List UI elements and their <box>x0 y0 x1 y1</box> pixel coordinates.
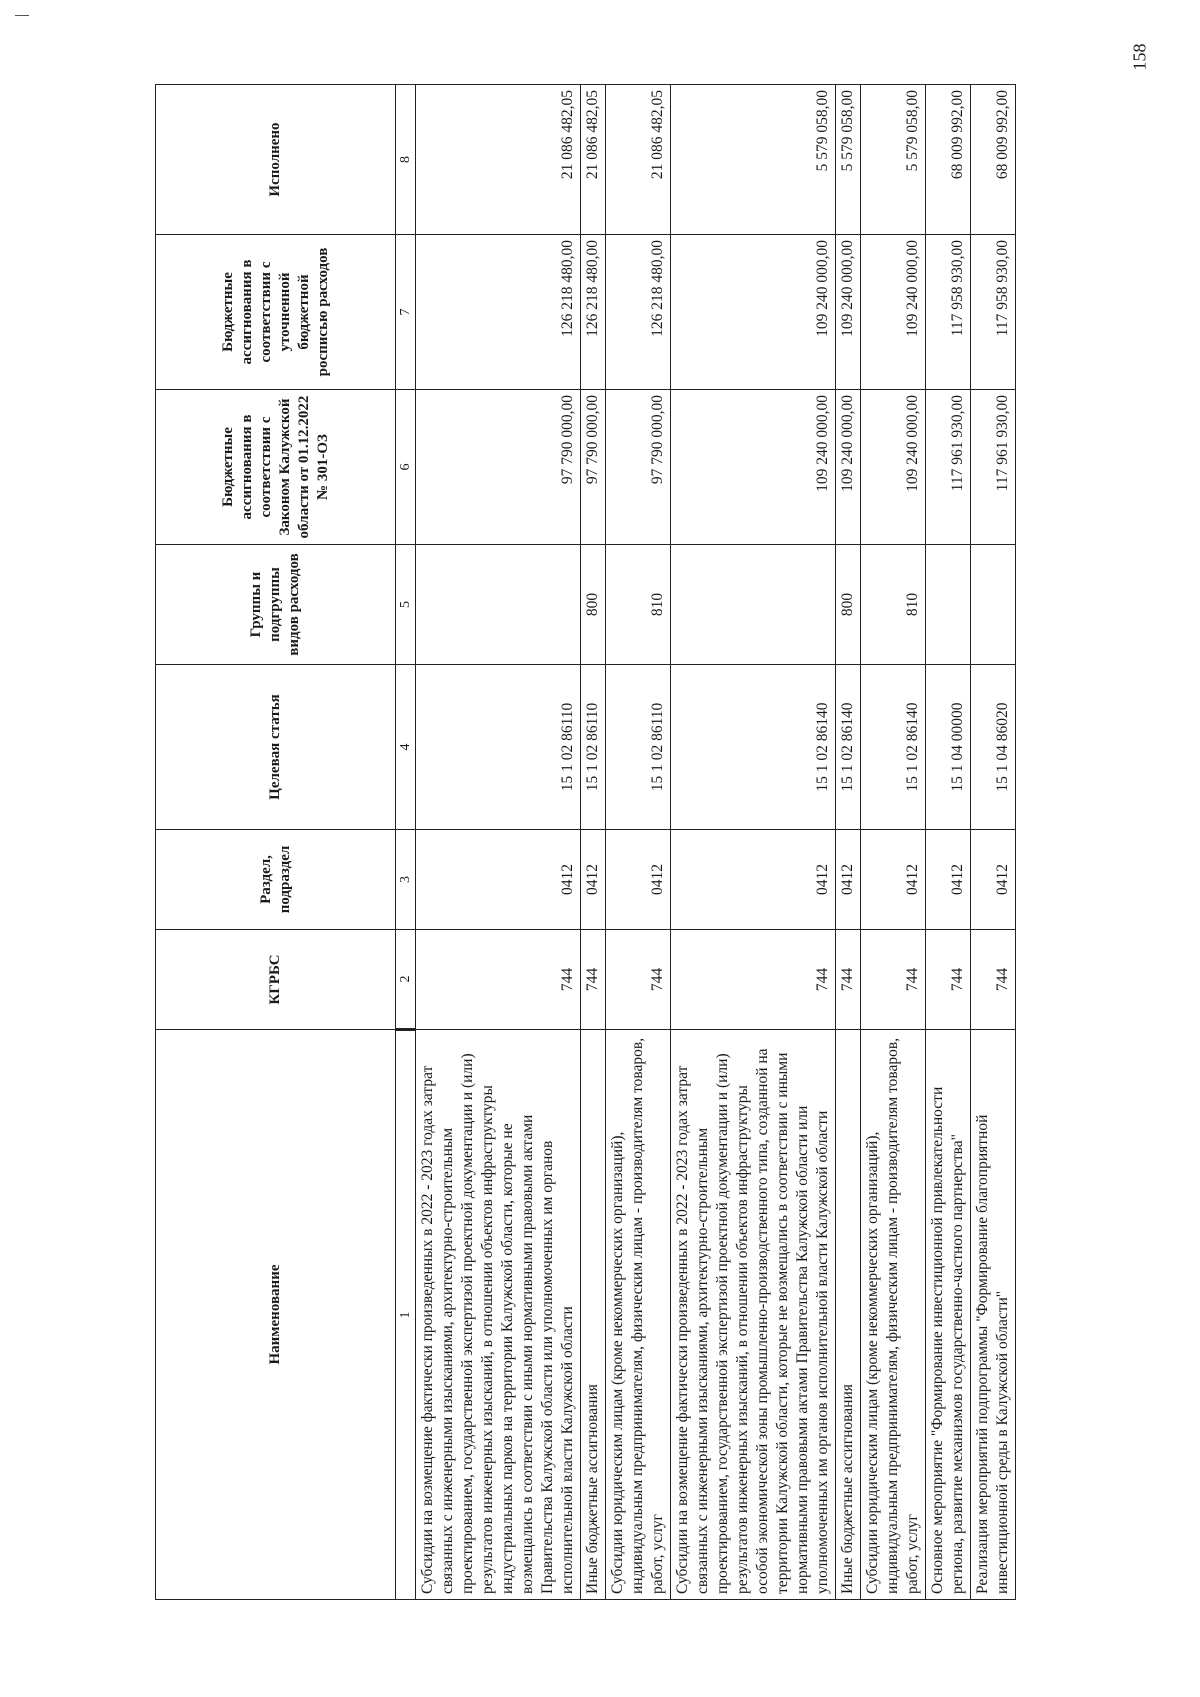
col-number: 2 <box>396 930 416 1030</box>
row-executed: 68 009 992,00 <box>971 85 1016 235</box>
row-law: 109 240 000,00 <box>861 390 926 545</box>
row-section: 0412 <box>836 830 861 930</box>
col-number: 6 <box>396 390 416 545</box>
row-executed: 68 009 992,00 <box>926 85 971 235</box>
row-name: Субсидии на возмещение фактически произведенных в 2022 - 2023 годах затрат связанных с инженерными изысканиями, архитектурно-строительным проектированием, государственной экспертизой проектной документации и (или) результатов инженерных изысканий, в отношении объектов инфраструктуры особой экономической зоны промышленно-производственного типа, созданной на территории Калужской области, которые не возмещались в соответствии с иными нормативными правовыми актами Правительства Калужской области или уполномоченных им органов исполнительной власти Калужской области <box>671 1030 836 1600</box>
col-number: 3 <box>396 830 416 930</box>
row-kgrbs: 744 <box>581 930 606 1030</box>
row-kgrbs: 744 <box>606 930 671 1030</box>
header-executed: Исполнено <box>156 85 396 235</box>
row-target: 15 1 02 86140 <box>671 665 836 830</box>
row-refined: 109 240 000,00 <box>836 235 861 390</box>
page-number-text: 158 <box>1129 43 1150 71</box>
row-name: Основное мероприятие "Формирование инвестиционной привлекательности региона, развитие механизмов государственно-частного партнерства" <box>926 1030 971 1600</box>
column-number-row <box>396 85 416 1600</box>
row-executed: 5 579 058,00 <box>671 85 836 235</box>
row-name: Субсидии юридическим лицам (кроме некоммерческих организаций), индивидуальным предпринимателям, физическим лицам - производителям товаров, работ, услуг <box>606 1030 671 1600</box>
table-row <box>926 85 971 1600</box>
row-kgrbs: 744 <box>971 930 1016 1030</box>
table-row <box>416 85 581 1600</box>
row-name: Иные бюджетные ассигнования <box>836 1030 861 1600</box>
row-section: 0412 <box>416 830 581 930</box>
row-refined: 126 218 480,00 <box>416 235 581 390</box>
row-section: 0412 <box>926 830 971 930</box>
row-group <box>926 545 971 665</box>
header-name: Наименование <box>156 1030 396 1600</box>
row-section: 0412 <box>671 830 836 930</box>
col-number: 5 <box>396 545 416 665</box>
row-law: 117 961 930,00 <box>971 390 1016 545</box>
col-number: 1 <box>396 1030 416 1600</box>
row-group <box>671 545 836 665</box>
header-target: Целевая статья <box>156 665 396 830</box>
page-number <box>1120 40 1160 100</box>
budget-table-page <box>155 85 1115 1600</box>
budget-table <box>155 84 1016 1600</box>
header-refined: Бюджетные ассигнования в соответствии с уточненной бюджетной росписью расходов <box>156 235 396 390</box>
row-kgrbs: 744 <box>926 930 971 1030</box>
row-group: 810 <box>606 545 671 665</box>
row-executed: 5 579 058,00 <box>836 85 861 235</box>
row-law: 109 240 000,00 <box>671 390 836 545</box>
table-row <box>971 85 1016 1600</box>
row-law: 97 790 000,00 <box>581 390 606 545</box>
row-group: 800 <box>581 545 606 665</box>
row-kgrbs: 744 <box>836 930 861 1030</box>
table-row <box>671 85 836 1600</box>
row-group: 810 <box>861 545 926 665</box>
table-row <box>581 85 606 1600</box>
row-executed: 21 086 482,05 <box>606 85 671 235</box>
row-kgrbs: 744 <box>416 930 581 1030</box>
row-executed: 21 086 482,05 <box>416 85 581 235</box>
row-group: 800 <box>836 545 861 665</box>
row-refined: 109 240 000,00 <box>861 235 926 390</box>
row-section: 0412 <box>606 830 671 930</box>
row-group <box>416 545 581 665</box>
row-target: 15 1 02 86110 <box>416 665 581 830</box>
row-refined: 109 240 000,00 <box>671 235 836 390</box>
row-law: 109 240 000,00 <box>836 390 861 545</box>
header-section: Раздел, подраздел <box>156 830 396 930</box>
row-target: 15 1 02 86140 <box>861 665 926 830</box>
col-number: 8 <box>396 85 416 235</box>
table-row <box>836 85 861 1600</box>
header-law: Бюджетные ассигнования в соответствии с Законом Калужской области от 01.12.2022 № 301-ОЗ <box>156 390 396 545</box>
row-section: 0412 <box>861 830 926 930</box>
row-target: 15 1 02 86110 <box>606 665 671 830</box>
col-number: 7 <box>396 235 416 390</box>
row-law: 97 790 000,00 <box>606 390 671 545</box>
row-target: 15 1 02 86110 <box>581 665 606 830</box>
row-target: 15 1 02 86140 <box>836 665 861 830</box>
row-name: Субсидии юридическим лицам (кроме некоммерческих организаций), индивидуальным предпринимателям, физическим лицам - производителям товаров, работ, услуг <box>861 1030 926 1600</box>
header-kgrbs: КГРБС <box>156 930 396 1030</box>
row-kgrbs: 744 <box>671 930 836 1030</box>
table-row <box>861 85 926 1600</box>
row-refined: 126 218 480,00 <box>581 235 606 390</box>
row-group <box>971 545 1016 665</box>
row-refined: 117 958 930,00 <box>926 235 971 390</box>
row-executed: 21 086 482,05 <box>581 85 606 235</box>
table-row <box>606 85 671 1600</box>
row-section: 0412 <box>971 830 1016 930</box>
row-refined: 126 218 480,00 <box>606 235 671 390</box>
row-executed: 5 579 058,00 <box>861 85 926 235</box>
scan-mark <box>15 15 29 16</box>
row-name: Реализация мероприятий подпрограммы "Формирование благоприятной инвестиционной среды в Калужской области" <box>971 1030 1016 1600</box>
row-name: Субсидии на возмещение фактически произведенных в 2022 - 2023 годах затрат связанных с инженерными изысканиями, архитектурно-строительным проектированием, государственной экспертизой проектной документации и (или) результатов инженерных изысканий, в отношении объектов инфраструктуры индустриальных парков на территории Калужской области, которые не возмещались в соответствии с иными нормативными правовыми актами Правительства Калужской области или уполномоченных им органов исполнительной власти Калужской области <box>416 1030 581 1600</box>
row-target: 15 1 04 00000 <box>926 665 971 830</box>
row-law: 97 790 000,00 <box>416 390 581 545</box>
row-target: 15 1 04 86020 <box>971 665 1016 830</box>
row-section: 0412 <box>581 830 606 930</box>
header-row <box>156 85 396 1600</box>
header-groups: Группы и подгруппы видов расходов <box>156 545 396 665</box>
row-name: Иные бюджетные ассигнования <box>581 1030 606 1600</box>
col-number: 4 <box>396 665 416 830</box>
row-law: 117 961 930,00 <box>926 390 971 545</box>
row-kgrbs: 744 <box>861 930 926 1030</box>
row-refined: 117 958 930,00 <box>971 235 1016 390</box>
